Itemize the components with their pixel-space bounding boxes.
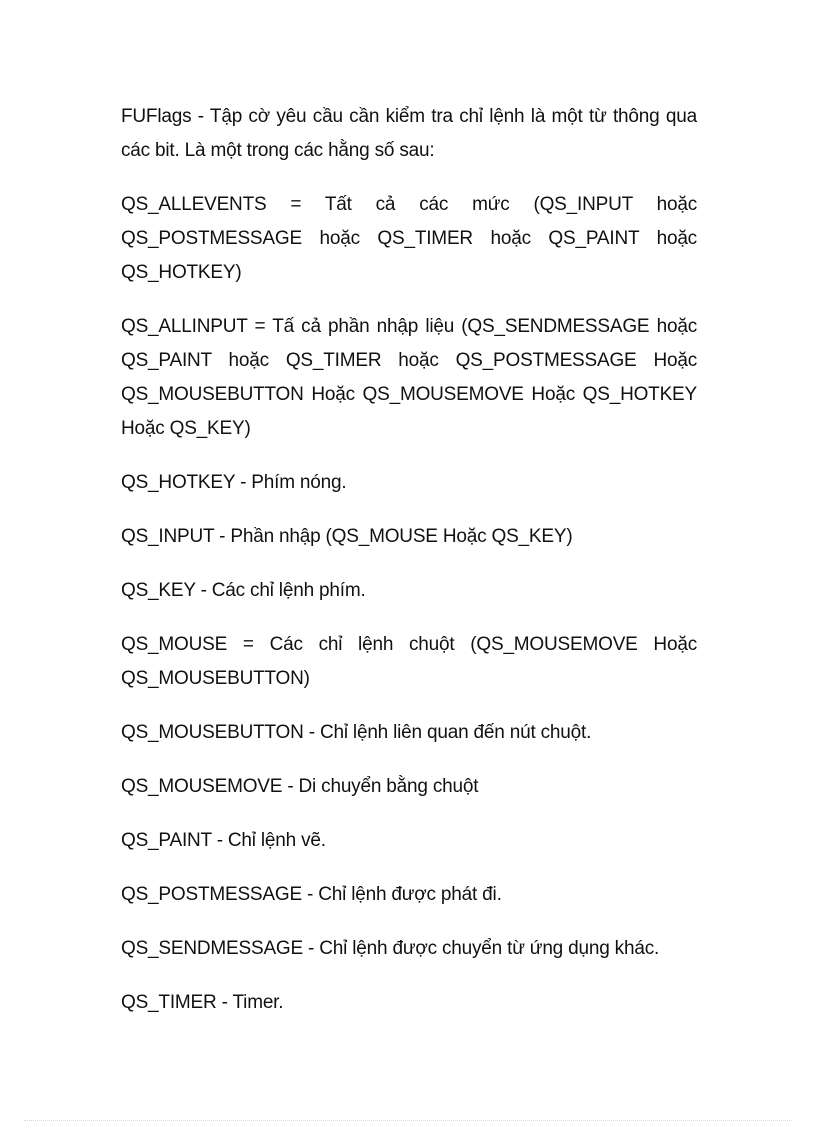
paragraph-qs-allevents: QS_ALLEVENTS = Tất cả các mức (QS_INPUT hoặc QS_POSTMESSAGE hoặc QS_TIMER hoặc QS_PAINT hoặc QS_HOTKEY) bbox=[121, 194, 697, 283]
paragraph-fuflags: FUFlags - Tập cờ yêu cầu cần kiểm tra chỉ lệnh là một từ thông qua các bit. Là một trong các hằng số sau: bbox=[121, 106, 697, 161]
paragraph-qs-input: QS_INPUT - Phần nhập (QS_MOUSE Hoặc QS_KEY) bbox=[121, 526, 573, 547]
paragraph-qs-hotkey: QS_HOTKEY - Phím nóng. bbox=[121, 472, 347, 493]
paragraph-qs-paint: QS_PAINT - Chỉ lệnh vẽ. bbox=[121, 830, 326, 851]
paragraph-qs-postmessage: QS_POSTMESSAGE - Chỉ lệnh được phát đi. bbox=[121, 884, 502, 905]
page-bottom-divider bbox=[24, 1120, 792, 1121]
paragraph-qs-sendmessage: QS_SENDMESSAGE - Chỉ lệnh được chuyển từ ứng dụng khác. bbox=[121, 938, 660, 959]
paragraph-qs-mousebutton: QS_MOUSEBUTTON - Chỉ lệnh liên quan đến nút chuột. bbox=[121, 722, 592, 743]
paragraph-qs-mouse: QS_MOUSE = Các chỉ lệnh chuột (QS_MOUSEMOVE Hoặc QS_MOUSEBUTTON) bbox=[121, 634, 697, 689]
paragraph-qs-mousemove: QS_MOUSEMOVE - Di chuyển bằng chuột bbox=[121, 776, 479, 797]
paragraph-qs-key: QS_KEY - Các chỉ lệnh phím. bbox=[121, 580, 366, 601]
paragraph-qs-allinput: QS_ALLINPUT = Tấ cả phần nhập liệu (QS_SENDMESSAGE hoặc QS_PAINT hoặc QS_TIMER hoặc QS_POSTMESSAGE Hoặc QS_MOUSEBUTTON Hoặc QS_MOUSEMOVE Hoặc QS_HOTKEY Hoặc QS_KEY) bbox=[121, 316, 697, 439]
document-page bbox=[121, 100, 697, 1040]
paragraph-qs-timer: QS_TIMER - Timer. bbox=[121, 992, 284, 1013]
